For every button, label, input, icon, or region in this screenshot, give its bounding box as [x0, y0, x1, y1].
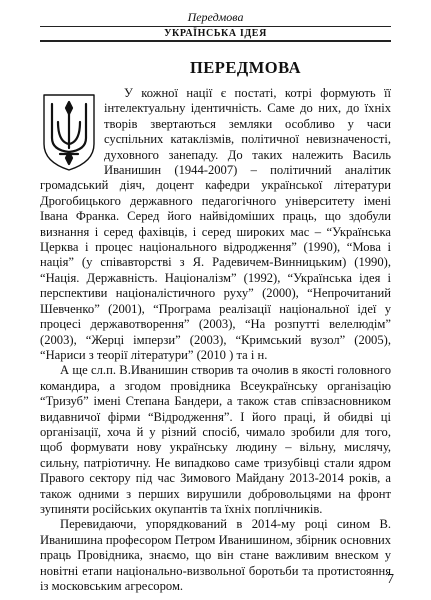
paragraph-3: Перевидаючи, упорядкований в 2014-му році сином В. Иванишина професором Петром Иванишином, збірник основних праць Провідника, знаємо, що він стане важливим внеском у новітні етапи національно-визвольної боротьби та протистояння із московським агресором. [40, 517, 391, 593]
running-head [40, 10, 391, 42]
body-text [40, 86, 391, 594]
running-head-section: Передмова [187, 10, 244, 24]
page-title: ПЕРЕДМОВА [189, 58, 302, 77]
running-head-title: УКРАЇНСЬКА ІДЕЯ [164, 28, 267, 39]
running-head-rule-bottom [40, 40, 391, 42]
page-number: 7 [387, 572, 394, 587]
paragraph-2: А ще сл.п. В.Иванишин створив та очолив в якості головного командира, а згодом провідника Всеукраїнську організацію “Тризуб” імені Степана Бандери, а також став співзасновником видавничої фірми “Відродження”. І його праці, й обидві ці організації, хоча й у різний спосіб, чимало зробили для того, щоб формувати нову українську людину – вільну, мислячу, сильну, патріотичну. Не випадково саме тризубівці стали ядром Правого сектору під час Зимового Майдану 2013-2014 років, а також одними з перших вирушили добровольцями на фронт зупиняти російських окупантів та їхніх поплічників. [40, 363, 391, 516]
paragraph-1: У кожної нації є постаті, котрі формують її інтелектуальну ідентичність. Саме до них, до їхніх творів звертаються земляки особливо у часи суспільних катаклізмів, політичної невизначеності, духовного занепаду. До таких належить Василь Иванишин (1944-2007) – політичний аналітик громадський діяч, доцент кафедри української літератури Дрогобицького державного педагогічного університету імені Івана Франка. Серед його найвідоміших праць, що здобули визнання і серед фахівців, і серед широких мас – “Українська Церква і процес національного відродження” (1990), “Мова і нація” (у співавторстві з Я. Радевичем-Винницьким) (1990), “Нація. Державність. Націоналізм” (1992), “Українська ідея і перспективи націоналістичного руху” (2000), “Непрочитаний Шевченко” (2001), “Програма реалізації національної ідеї у процесі державотворення” (2003), “На розпутті велелюдім” (2003), “Жерці імперзи” (2003), “Кримський вузол” (2005), “Нариси з теорії літератури” (2010 ) та і н. [40, 86, 391, 362]
emblem-float-space [40, 86, 104, 178]
